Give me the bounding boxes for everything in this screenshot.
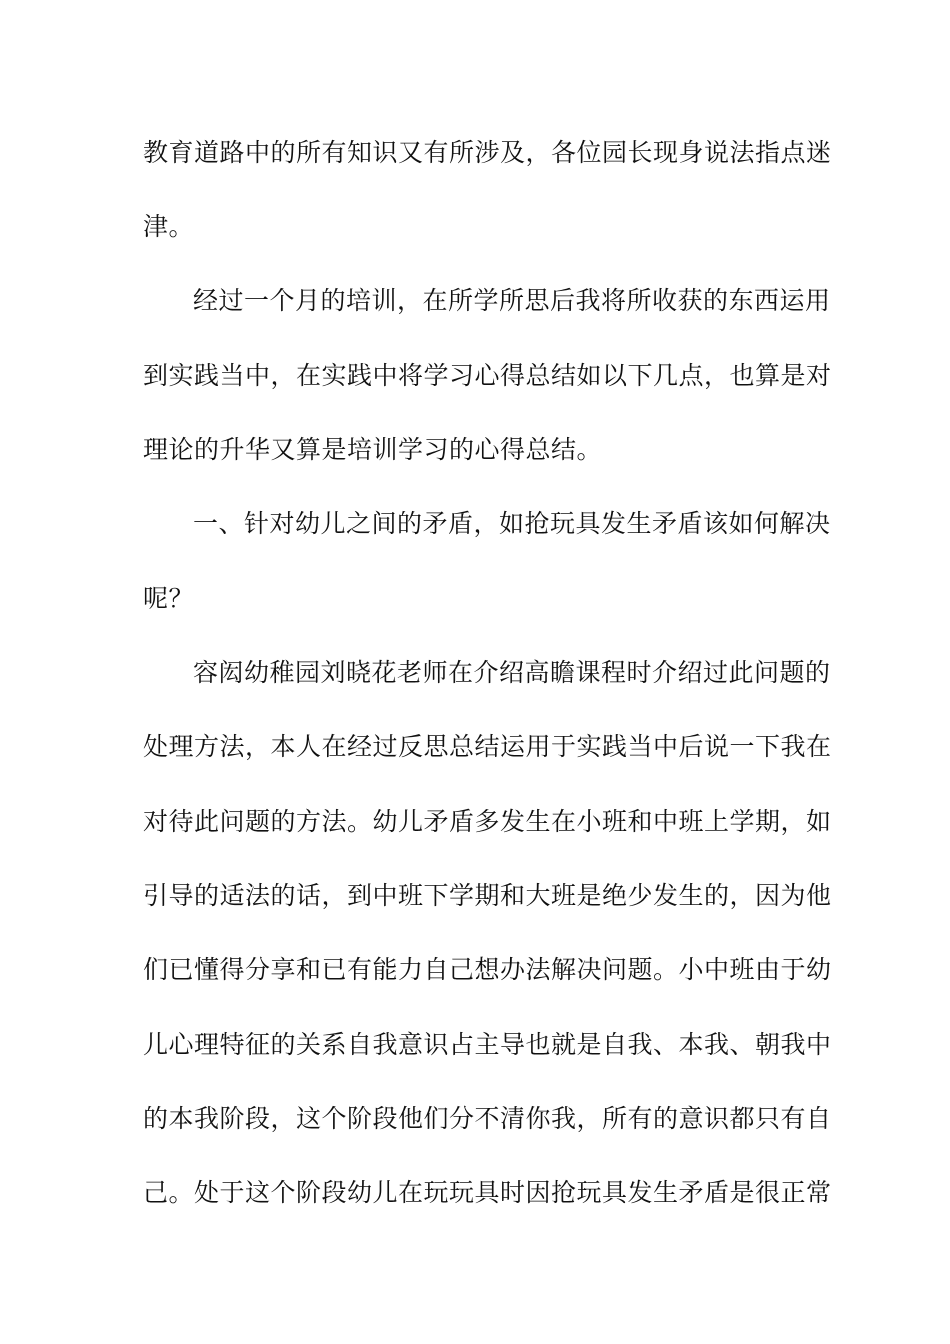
section-heading-line: 一、针对幼儿之间的矛盾，如抢玩具发生矛盾该如何解决 bbox=[193, 509, 831, 538]
text-line: 的本我阶段，这个阶段他们分不清你我，所有的意识都只有自 bbox=[143, 1104, 832, 1133]
section-heading-line: 呢？ bbox=[143, 584, 195, 613]
text-line: 到实践当中，在实践中将学习心得总结如以下几点，也算是对 bbox=[143, 361, 832, 390]
text-line: 处理方法，本人在经过反思总结运用于实践当中后说一下我在 bbox=[143, 732, 832, 761]
text-line: 引导的适法的话，到中班下学期和大班是绝少发生的，因为他 bbox=[143, 881, 832, 910]
text-line: 们已懂得分享和已有能力自己想办法解决问题。小中班由于幼 bbox=[143, 955, 832, 984]
text-line: 理论的升华又算是培训学习的心得总结。 bbox=[143, 435, 603, 464]
paragraph-start-line: 容闳幼稚园刘晓花老师在介绍高瞻课程时介绍过此问题的 bbox=[193, 658, 831, 687]
paragraph-start-line: 经过一个月的培训，在所学所思后我将所收获的东西运用 bbox=[193, 286, 831, 315]
text-line: 教育道路中的所有知识又有所涉及，各位园长现身说法指点迷 bbox=[143, 138, 832, 167]
text-line: 津。 bbox=[143, 212, 195, 241]
text-line: 对待此问题的方法。幼儿矛盾多发生在小班和中班上学期，如 bbox=[143, 807, 832, 836]
text-line: 儿心理特征的关系自我意识占主导也就是自我、本我、朝我中 bbox=[143, 1030, 832, 1059]
text-line: 己。处于这个阶段幼儿在玩玩具时因抢玩具发生矛盾是很正常 bbox=[143, 1178, 832, 1207]
